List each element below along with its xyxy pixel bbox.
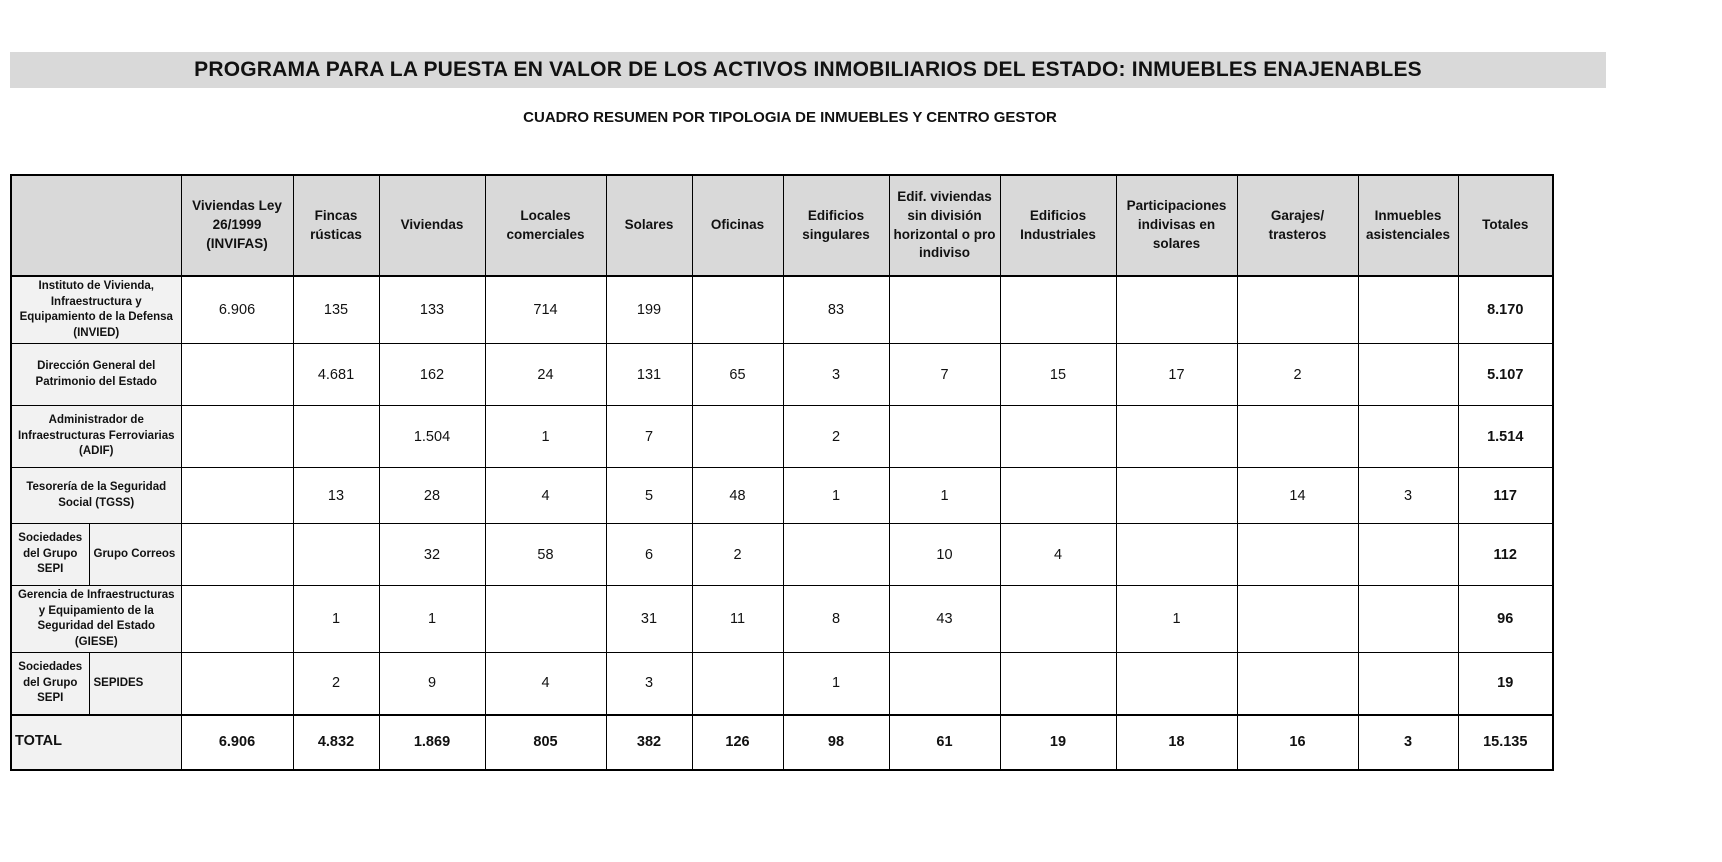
table-cell: 133 bbox=[379, 276, 485, 344]
table-cell bbox=[783, 524, 889, 586]
table-cell: 43 bbox=[889, 586, 1000, 653]
page-title: PROGRAMA PARA LA PUESTA EN VALOR DE LOS ACTIVOS INMOBILIARIOS DEL ESTADO: INMUEBLES ENAJENABLES bbox=[10, 52, 1606, 88]
column-header-12: Inmuebles asistenciales bbox=[1358, 175, 1458, 276]
table-cell: 5 bbox=[606, 468, 692, 524]
table-cell bbox=[181, 406, 293, 468]
table-cell: 1 bbox=[889, 468, 1000, 524]
table-cell bbox=[1358, 586, 1458, 653]
table-cell: 714 bbox=[485, 276, 606, 344]
table-cell bbox=[181, 653, 293, 715]
table-cell: 17 bbox=[1116, 344, 1237, 406]
table-cell: 4 bbox=[485, 468, 606, 524]
table-cell: 1.514 bbox=[1458, 406, 1553, 468]
table-cell: 6.906 bbox=[181, 276, 293, 344]
table-cell: 2 bbox=[1237, 344, 1358, 406]
table-cell: 1 bbox=[1116, 586, 1237, 653]
summary-table bbox=[10, 174, 1554, 771]
total-cell: 3 bbox=[1358, 715, 1458, 770]
table-cell bbox=[1358, 524, 1458, 586]
table-cell bbox=[181, 586, 293, 653]
row-label: SEPIDES bbox=[89, 653, 181, 715]
table-cell: 15 bbox=[1000, 344, 1116, 406]
table-cell: 4.681 bbox=[293, 344, 379, 406]
table-cell bbox=[485, 586, 606, 653]
total-row bbox=[11, 715, 1553, 770]
table-cell bbox=[293, 406, 379, 468]
table-row-4 bbox=[11, 468, 1553, 524]
column-header-4: Locales comerciales bbox=[485, 175, 606, 276]
table-cell: 2 bbox=[783, 406, 889, 468]
table-cell: 83 bbox=[783, 276, 889, 344]
row-label: Dirección General del Patrimonio del Estado bbox=[11, 344, 181, 406]
table-cell: 3 bbox=[1358, 468, 1458, 524]
table-cell: 112 bbox=[1458, 524, 1553, 586]
column-header-9: Edificios Industriales bbox=[1000, 175, 1116, 276]
table-cell: 3 bbox=[606, 653, 692, 715]
table-cell bbox=[1358, 276, 1458, 344]
table-cell bbox=[1000, 468, 1116, 524]
column-header-3: Viviendas bbox=[379, 175, 485, 276]
row-label: Grupo Correos bbox=[89, 524, 181, 586]
table-cell: 1 bbox=[485, 406, 606, 468]
table-cell bbox=[692, 406, 783, 468]
table-cell: 1.504 bbox=[379, 406, 485, 468]
table-row-1 bbox=[11, 276, 1553, 344]
table-cell: 31 bbox=[606, 586, 692, 653]
row-group-label: Sociedades del Grupo SEPI bbox=[11, 653, 89, 715]
table-header bbox=[11, 175, 1553, 276]
table-cell: 24 bbox=[485, 344, 606, 406]
table-cell: 65 bbox=[692, 344, 783, 406]
table-cell: 117 bbox=[1458, 468, 1553, 524]
table-row-2 bbox=[11, 344, 1553, 406]
table-cell: 11 bbox=[692, 586, 783, 653]
table-cell: 13 bbox=[293, 468, 379, 524]
table-cell bbox=[1237, 653, 1358, 715]
table-cell: 6 bbox=[606, 524, 692, 586]
row-label: Tesorería de la Seguridad Social (TGSS) bbox=[11, 468, 181, 524]
table-cell bbox=[181, 468, 293, 524]
table-cell bbox=[1116, 276, 1237, 344]
table-cell bbox=[1237, 406, 1358, 468]
total-row-label: TOTAL bbox=[11, 715, 181, 770]
column-header-11: Garajes/ trasteros bbox=[1237, 175, 1358, 276]
table-cell bbox=[1237, 524, 1358, 586]
total-cell: 1.869 bbox=[379, 715, 485, 770]
table-cell bbox=[293, 524, 379, 586]
table-row-7 bbox=[11, 653, 1553, 715]
table-cell bbox=[1116, 524, 1237, 586]
table-cell: 162 bbox=[379, 344, 485, 406]
table-cell: 96 bbox=[1458, 586, 1553, 653]
table-cell bbox=[181, 344, 293, 406]
table-cell: 5.107 bbox=[1458, 344, 1553, 406]
table-cell: 7 bbox=[889, 344, 1000, 406]
table-cell: 9 bbox=[379, 653, 485, 715]
table-cell bbox=[1116, 653, 1237, 715]
table-cell bbox=[1116, 468, 1237, 524]
table-cell: 58 bbox=[485, 524, 606, 586]
table-cell bbox=[1358, 344, 1458, 406]
table-cell bbox=[1000, 586, 1116, 653]
table-cell bbox=[1000, 406, 1116, 468]
table-cell: 2 bbox=[692, 524, 783, 586]
table-cell bbox=[1358, 406, 1458, 468]
row-label: Administrador de Infraestructuras Ferroviarias (ADIF) bbox=[11, 406, 181, 468]
column-header-1: Viviendas Ley 26/1999 (INVIFAS) bbox=[181, 175, 293, 276]
header-row bbox=[11, 175, 1553, 276]
total-cell: 382 bbox=[606, 715, 692, 770]
column-header-7: Edificios singulares bbox=[783, 175, 889, 276]
table-cell bbox=[1116, 406, 1237, 468]
table-cell: 1 bbox=[783, 653, 889, 715]
total-cell: 4.832 bbox=[293, 715, 379, 770]
table-cell: 4 bbox=[485, 653, 606, 715]
table-cell bbox=[889, 406, 1000, 468]
table-cell: 28 bbox=[379, 468, 485, 524]
table-cell: 10 bbox=[889, 524, 1000, 586]
table-cell: 2 bbox=[293, 653, 379, 715]
table-cell: 4 bbox=[1000, 524, 1116, 586]
row-label: Gerencia de Infraestructuras y Equipamiento de la Seguridad del Estado (GIESE) bbox=[11, 586, 181, 653]
table-cell bbox=[181, 524, 293, 586]
total-cell: 16 bbox=[1237, 715, 1358, 770]
table-cell: 14 bbox=[1237, 468, 1358, 524]
total-cell: 61 bbox=[889, 715, 1000, 770]
total-cell: 805 bbox=[485, 715, 606, 770]
table-cell bbox=[1000, 276, 1116, 344]
column-header-6: Oficinas bbox=[692, 175, 783, 276]
table-cell: 8.170 bbox=[1458, 276, 1553, 344]
total-cell: 19 bbox=[1000, 715, 1116, 770]
table-cell: 1 bbox=[293, 586, 379, 653]
table-cell: 199 bbox=[606, 276, 692, 344]
table-row-3 bbox=[11, 406, 1553, 468]
table-cell: 19 bbox=[1458, 653, 1553, 715]
table-cell: 8 bbox=[783, 586, 889, 653]
column-header-2: Fincas rústicas bbox=[293, 175, 379, 276]
total-cell: 126 bbox=[692, 715, 783, 770]
corner-cell bbox=[11, 175, 181, 276]
total-cell: 15.135 bbox=[1458, 715, 1553, 770]
table-cell: 131 bbox=[606, 344, 692, 406]
table-row-6 bbox=[11, 586, 1553, 653]
column-header-13: Totales bbox=[1458, 175, 1553, 276]
table-cell: 48 bbox=[692, 468, 783, 524]
table-cell bbox=[1237, 586, 1358, 653]
table-cell bbox=[889, 276, 1000, 344]
table-cell bbox=[1000, 653, 1116, 715]
total-cell: 18 bbox=[1116, 715, 1237, 770]
table-cell: 1 bbox=[379, 586, 485, 653]
column-header-5: Solares bbox=[606, 175, 692, 276]
page-subtitle: CUADRO RESUMEN POR TIPOLOGIA DE INMUEBLES Y CENTRO GESTOR bbox=[523, 109, 1057, 126]
table-cell bbox=[1358, 653, 1458, 715]
table-cell: 1 bbox=[783, 468, 889, 524]
table-body bbox=[11, 276, 1553, 770]
total-cell: 98 bbox=[783, 715, 889, 770]
total-cell: 6.906 bbox=[181, 715, 293, 770]
row-label: Instituto de Vivienda, Infraestructura y Equipamiento de la Defensa (INVIED) bbox=[11, 276, 181, 344]
table-cell bbox=[889, 653, 1000, 715]
column-header-10: Participaciones indivisas en solares bbox=[1116, 175, 1237, 276]
table-cell: 135 bbox=[293, 276, 379, 344]
table-cell: 32 bbox=[379, 524, 485, 586]
row-group-label: Sociedades del Grupo SEPI bbox=[11, 524, 89, 586]
table-cell bbox=[692, 653, 783, 715]
table-cell: 7 bbox=[606, 406, 692, 468]
column-header-8: Edif. viviendas sin división horizontal o pro indiviso bbox=[889, 175, 1000, 276]
table-cell bbox=[1237, 276, 1358, 344]
table-cell: 3 bbox=[783, 344, 889, 406]
table-row-5 bbox=[11, 524, 1553, 586]
table-cell bbox=[692, 276, 783, 344]
